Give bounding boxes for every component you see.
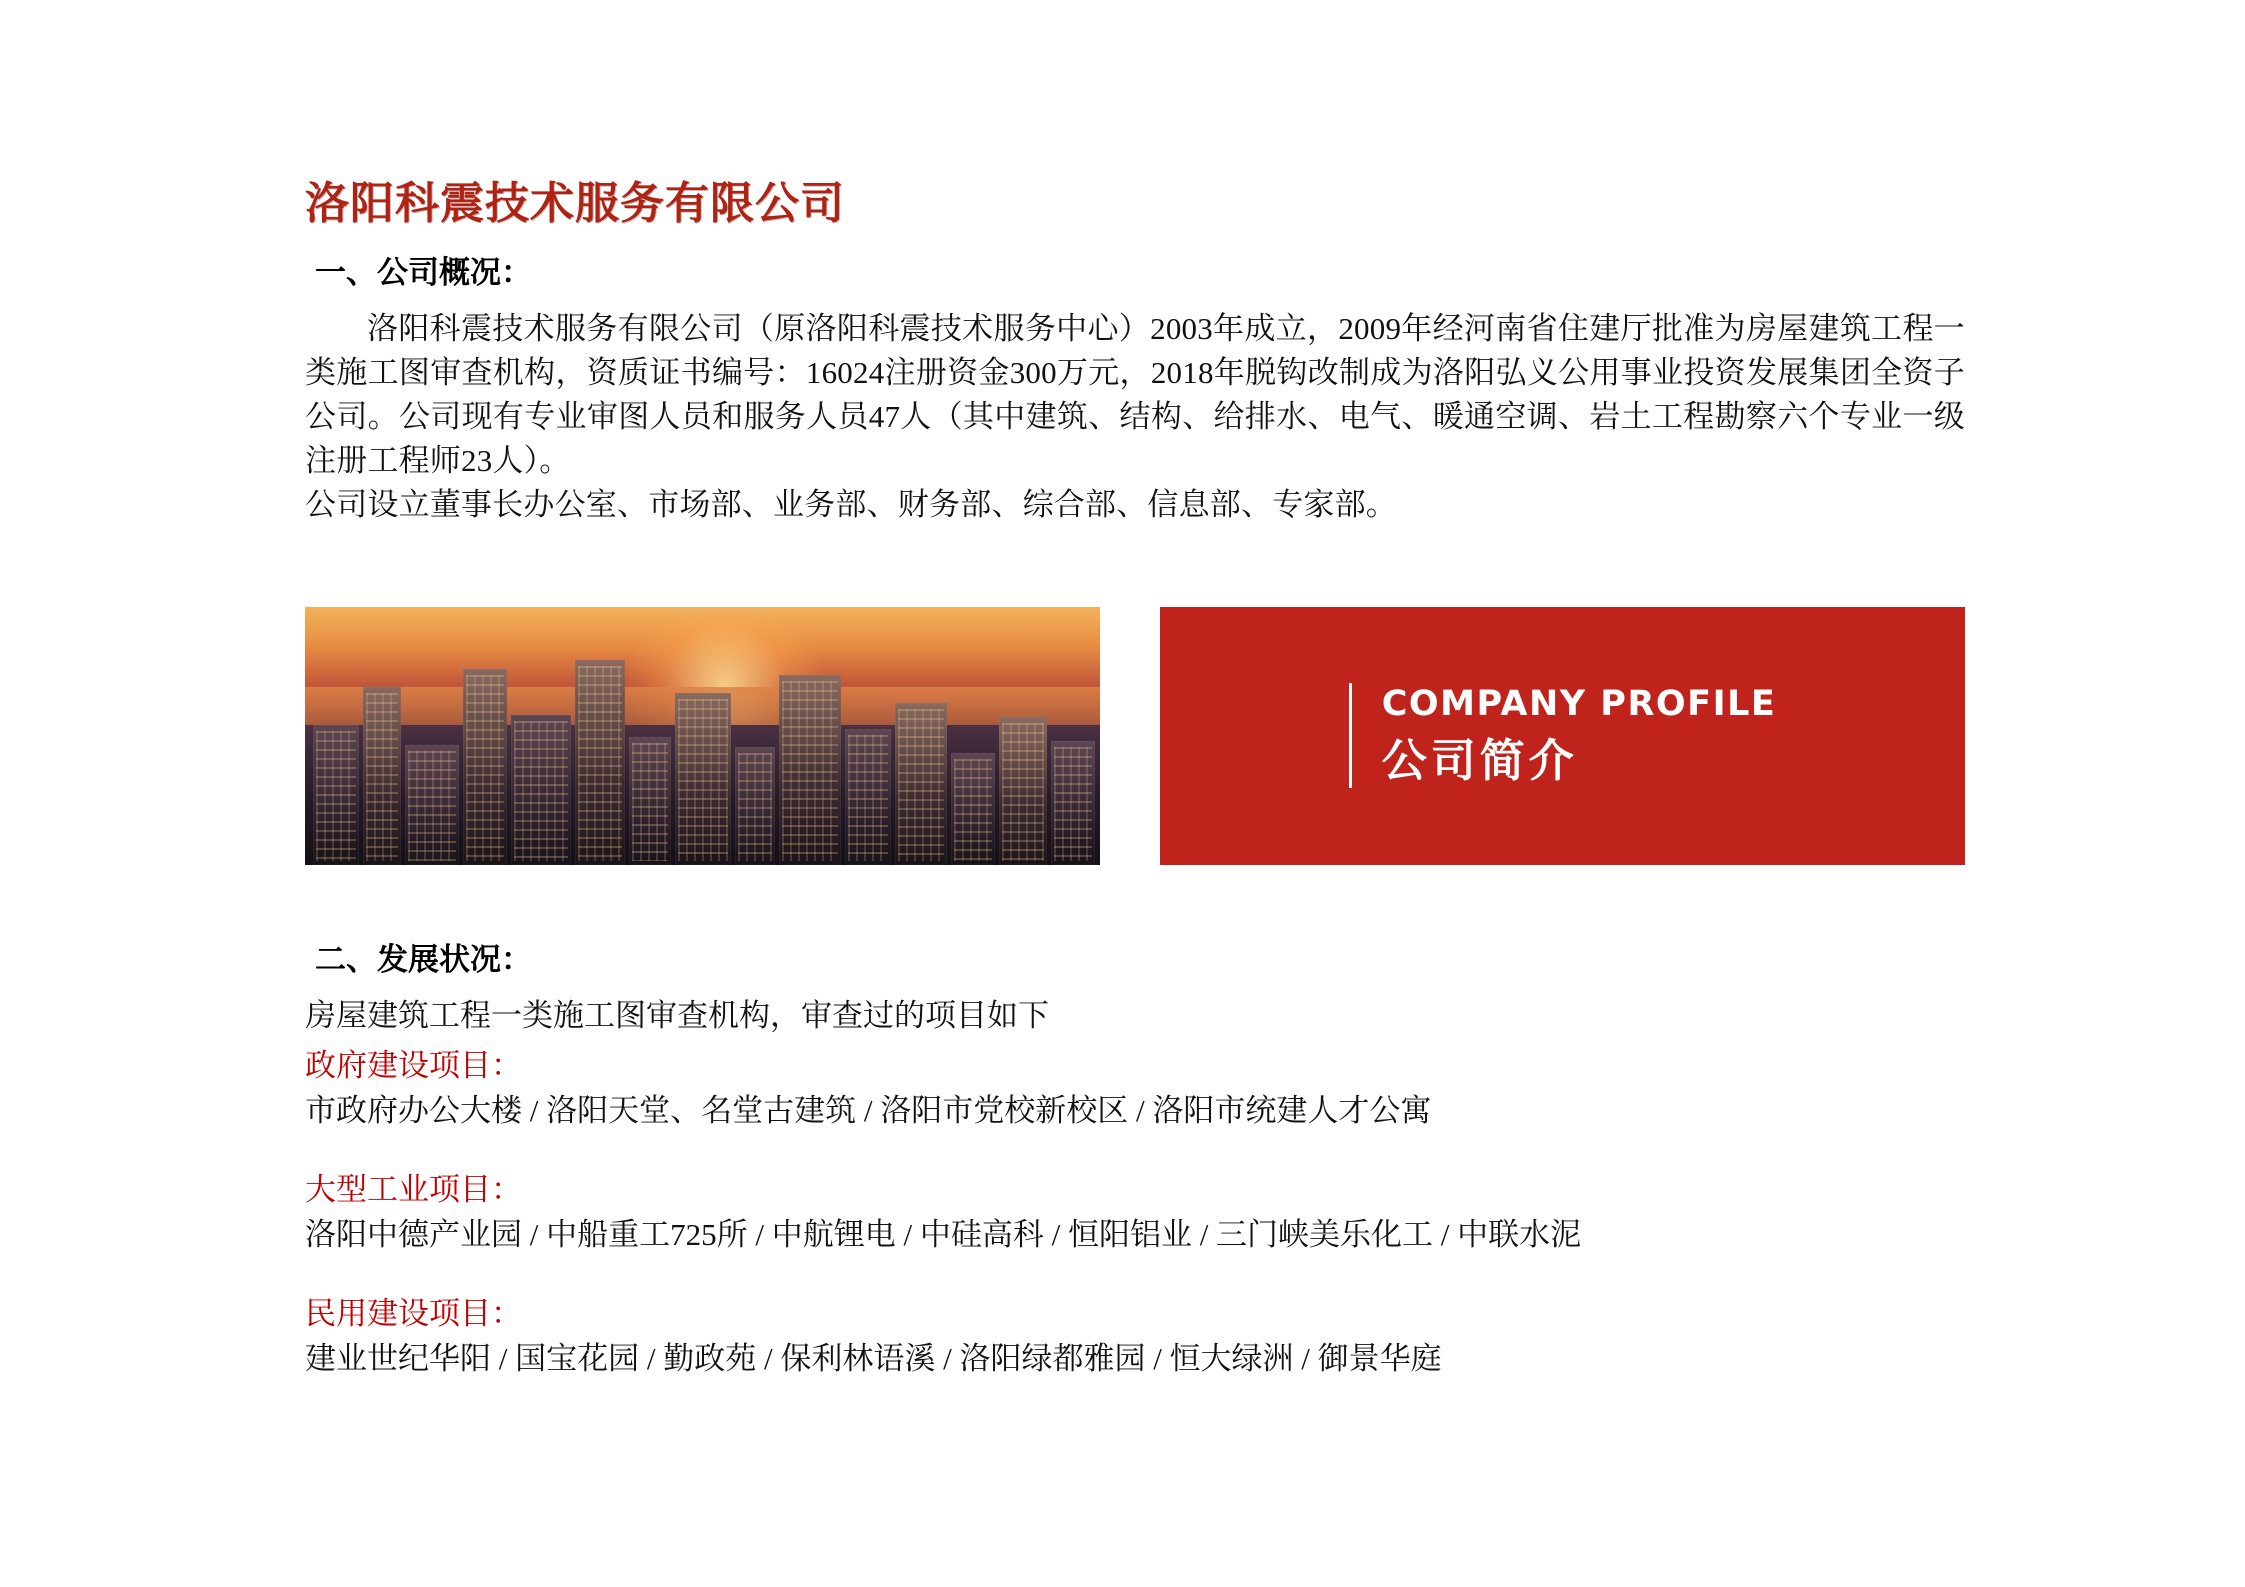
company-title: 洛阳科震技术服务有限公司	[305, 178, 845, 229]
vertical-rule-divider	[1349, 683, 1352, 788]
photo-building	[735, 747, 775, 865]
photo-building	[629, 737, 671, 865]
company-overview-paragraph-1: 洛阳科震技术服务有限公司（原洛阳科震技术服务中心）2003年成立，2009年经河南省住建厅批准为房屋建筑工程一类施工图审查机构，资质证书编号：16024注册资金300万元，2018年脱钩改制成为洛阳弘义公用事业投资发展集团全资子公司。公司现有专业审图人员和服务人员47人（其中建筑、结构、给排水、电气、暖通空调、岩土工程勘察六个专业一级注册工程师23人）。	[305, 310, 1965, 478]
photo-building	[363, 687, 401, 865]
photo-building	[895, 703, 947, 865]
photo-building	[463, 669, 507, 865]
category-label-residential: 民用建设项目：	[305, 1295, 522, 1331]
photo-building	[1051, 741, 1095, 865]
category-items-industrial: 洛阳中德产业园 / 中船重工725所 / 中航锂电 / 中硅高科 / 恒阳铝业 / 三门峡美乐化工 / 中联水泥	[305, 1216, 1582, 1252]
development-lead-text: 房屋建筑工程一类施工图审查机构，审查过的项目如下	[305, 998, 1049, 1034]
photo-building	[779, 675, 841, 865]
photo-building	[313, 725, 359, 865]
banner-english-title: COMPANY PROFILE	[1381, 683, 1777, 724]
company-profile-banner-inner	[1349, 683, 1777, 789]
photo-building	[951, 753, 995, 865]
photo-building	[999, 717, 1047, 865]
media-row	[305, 607, 1965, 865]
photo-building	[405, 745, 459, 865]
banner-chinese-title: 公司简介	[1381, 733, 1578, 787]
category-items-government: 市政府办公大楼 / 洛阳天堂、名堂古建筑 / 洛阳市党校新校区 / 洛阳市统建人才公寓	[305, 1092, 1432, 1128]
company-profile-banner	[1160, 607, 1965, 865]
city-skyline-photo	[305, 607, 1100, 865]
category-label-government: 政府建设项目：	[305, 1047, 522, 1083]
document-content	[305, 180, 1965, 1416]
company-profile-banner-text	[1382, 683, 1777, 789]
photo-building	[675, 693, 731, 865]
development-section	[305, 937, 1965, 1382]
photo-building	[845, 729, 891, 865]
section-heading-company-overview: 一、公司概况：	[315, 255, 532, 291]
category-items-residential: 建业世纪华阳 / 国宝花园 / 勤政苑 / 保利林语溪 / 洛阳绿都雅园 / 恒大绿洲 / 御景华庭	[305, 1340, 1442, 1376]
photo-building	[575, 660, 625, 865]
section-heading-development-status: 二、发展状况：	[315, 941, 532, 977]
photo-building	[511, 715, 571, 865]
company-overview-paragraph-2: 公司设立董事长办公室、市场部、业务部、财务部、综合部、信息部、专家部。	[305, 486, 1397, 522]
category-label-industrial: 大型工业项目：	[305, 1171, 522, 1207]
